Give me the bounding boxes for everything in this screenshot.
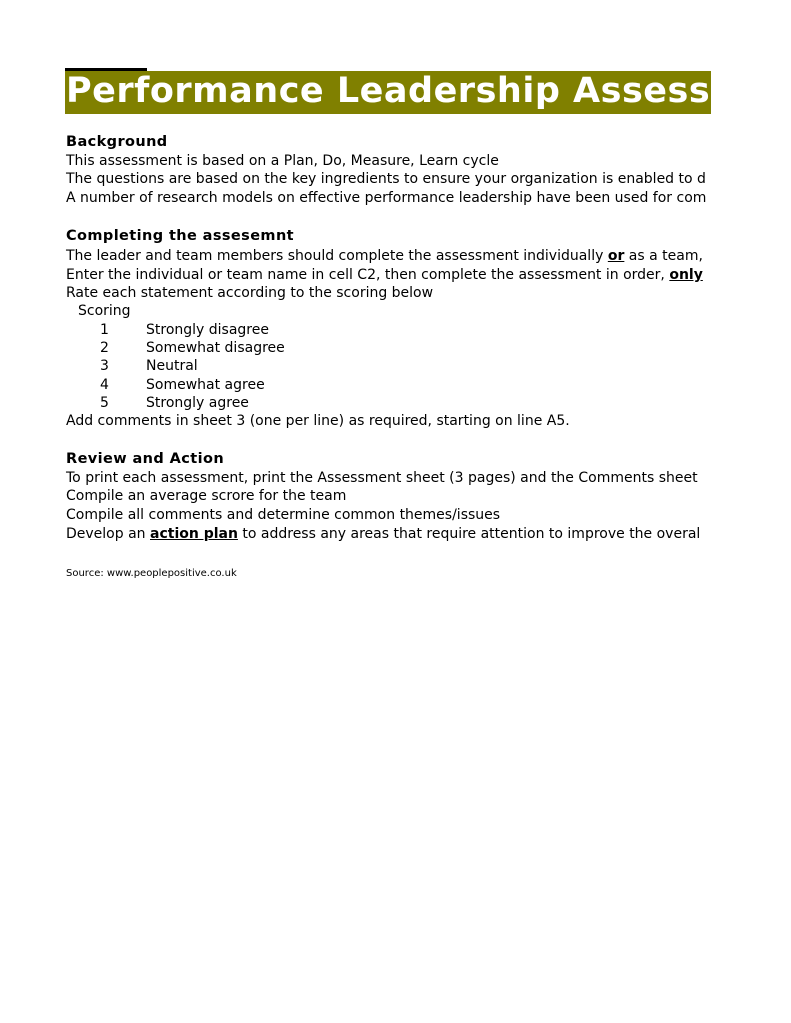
completing-line-2	[66, 268, 703, 282]
score-label: Strongly disagree	[146, 322, 269, 338]
completing-line-1	[66, 249, 703, 263]
completing-line-3: Rate each statement according to the scoring below	[66, 285, 434, 301]
completing-heading: Completing the assesemnt	[66, 228, 294, 244]
review-line-4	[66, 527, 700, 541]
completing-line-2-pre: Enter the individual or team name in cell C2, then complete the assessment in order,	[66, 267, 670, 283]
source-note: Source: www.peoplepositive.co.uk	[66, 568, 237, 579]
review-heading: Review and Action	[66, 451, 225, 467]
background-line-2: The questions are based on the key ingredients to ensure your organization is enabled to d	[66, 171, 706, 187]
background-heading: Background	[66, 134, 168, 150]
score-label: Somewhat agree	[146, 377, 265, 393]
action-plan-emph: action plan	[150, 526, 238, 542]
review-line-3: Compile all comments and determine common themes/issues	[66, 507, 501, 523]
review-line-4-pre: Develop an	[66, 526, 150, 542]
score-number: 3	[100, 358, 109, 374]
comments-line: Add comments in sheet 3 (one per line) as required, starting on line A5.	[66, 413, 570, 429]
score-label: Neutral	[146, 358, 198, 374]
background-line-1: This assessment is based on a Plan, Do, Measure, Learn cycle	[66, 153, 499, 169]
score-number: 1	[100, 322, 109, 338]
score-label: Somewhat disagree	[146, 340, 285, 356]
score-label: Strongly agree	[146, 395, 249, 411]
review-line-4-post: to address any areas that require attention to improve the overal	[237, 526, 701, 542]
print-area	[65, 68, 711, 628]
review-line-1: To print each assessment, print the Assessment sheet (3 pages) and the Comments sheet	[66, 470, 698, 486]
score-number: 4	[100, 377, 109, 393]
scoring-label: Scoring	[78, 303, 131, 319]
title-band	[65, 71, 711, 114]
page-title: Performance Leadership Assess	[66, 71, 711, 111]
completing-line-1-post: as a team,	[624, 248, 703, 264]
background-line-3: A number of research models on effective performance leadership have been used for com	[66, 190, 707, 206]
completing-line-2-emph: only	[669, 267, 703, 283]
score-number: 2	[100, 340, 109, 356]
completing-line-1-emph: or	[607, 248, 625, 264]
completing-line-1-pre: The leader and team members should complete the assessment individually	[66, 248, 608, 264]
review-line-2: Compile an average scrore for the team	[66, 488, 347, 504]
score-number: 5	[100, 395, 109, 411]
